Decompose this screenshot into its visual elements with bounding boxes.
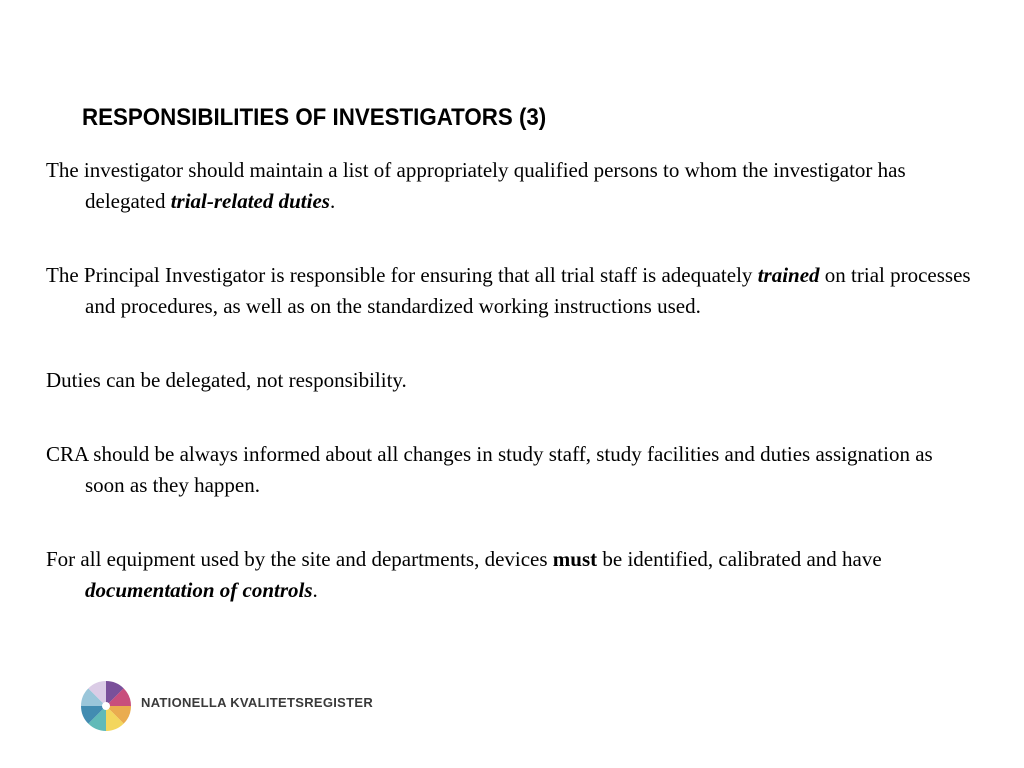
paragraph-staff-training: [46, 260, 976, 322]
emphasis-documentation-of-controls: documentation of controls: [85, 578, 313, 602]
paragraph-delegation-list: [46, 155, 976, 217]
slide-title: RESPONSIBILITIES OF INVESTIGATORS (3): [82, 104, 547, 131]
emphasis-trial-related-duties: trial-related duties: [170, 189, 330, 213]
paragraph-equipment: [46, 544, 976, 606]
paragraph-text: CRA should be always informed about all changes in study staff, study facilities and duties assignation as soon as they happen.: [46, 442, 933, 497]
paragraph-text-mid: be identified, calibrated and have: [597, 547, 882, 571]
paragraph-end: .: [329, 189, 336, 213]
paragraph-end: on trial processes and procedures, as well as on the standardized working instructions used.: [85, 263, 971, 318]
paragraph-text: Duties can be delegated, not responsibility.: [46, 368, 407, 392]
paragraph-text: For all equipment used by the site and departments, devices: [46, 547, 553, 571]
kvalitetsregister-logo-icon: [80, 680, 132, 732]
slide-body: [46, 155, 976, 606]
logo-center: [102, 702, 110, 710]
emphasis-must: must: [552, 547, 598, 571]
paragraph-cra-informed: [46, 439, 976, 501]
paragraph-end: .: [312, 578, 318, 602]
emphasis-trained: trained: [757, 263, 820, 287]
logo-text: NATIONELLA KVALITETSREGISTER: [141, 695, 374, 710]
paragraph-text: The Principal Investigator is responsible for ensuring that all trial staff is adequately: [46, 263, 758, 287]
paragraph-duties-delegated: [46, 365, 976, 396]
paragraph-text: The investigator should maintain a list of appropriately qualified persons to whom the investigator has delegated: [46, 158, 906, 213]
